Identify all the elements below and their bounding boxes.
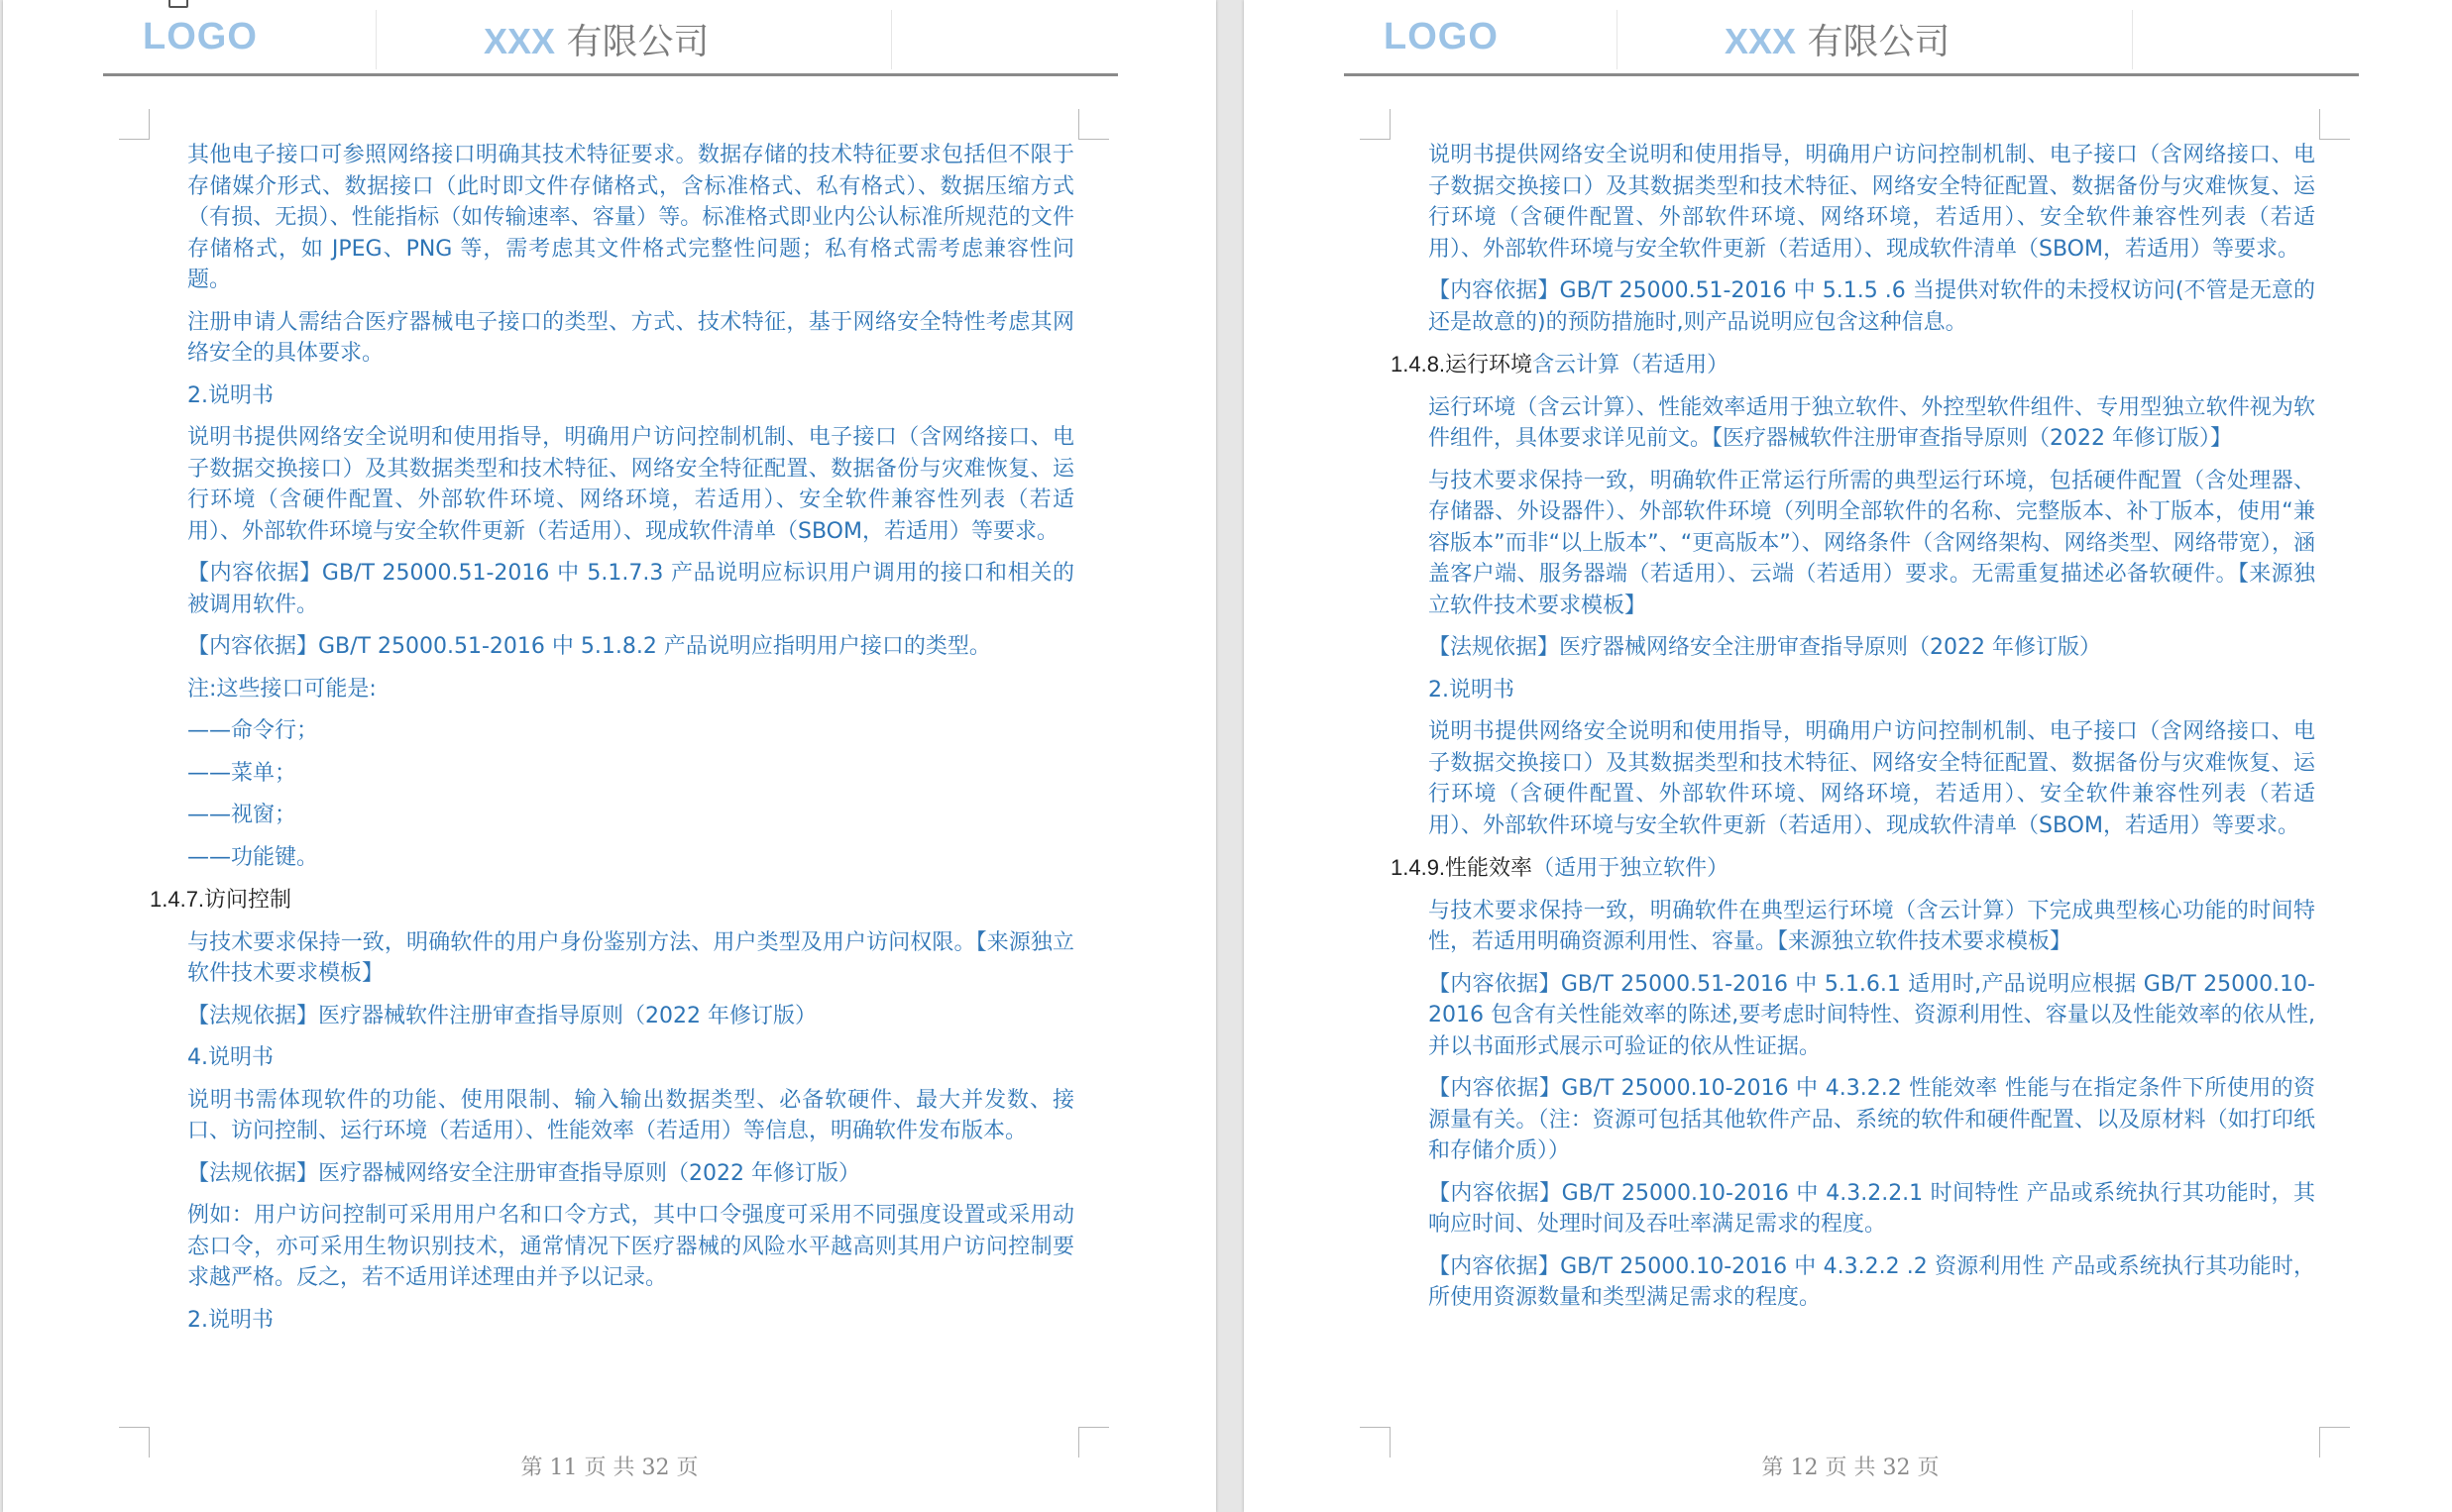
body-paragraph: 注册申请人需结合医疗器械电子接口的类型、方式、技术特征，基于网络安全特性考虑其网络安全的具体要求。 (187, 309, 1074, 366)
body-paragraph: 2.说明书 (187, 1307, 274, 1333)
body-paragraph: 【内容依据】GB/T 25000.10-2016 中 4.3.2.2 .2 资源利用性 产品或系统执行其功能时，所使用资源数量和类型满足需求的程度。 (1428, 1253, 2315, 1310)
body-paragraph: 与技术要求保持一致，明确软件的用户身份鉴别方法、用户类型及用户访问权限。【来源独立软件技术要求模板】 (187, 929, 1074, 986)
crop-mark (1360, 109, 1391, 140)
heading-subtitle: （适用于独立软件） (1532, 856, 1729, 881)
body-paragraph: 2.说明书 (1428, 677, 1514, 702)
body-paragraph: 说明书需体现软件的功能、使用限制、输入输出数据类型、必备软硬件、最大并发数、接口、访问控制、运行环境（若适用）、性能效率（若适用）等信息，明确软件发布版本。 (187, 1087, 1074, 1143)
body-paragraph: 【法规依据】医疗器械软件注册审查指导原则（2022 年修订版） (187, 1003, 817, 1028)
body-paragraph: ——功能键。 (187, 844, 319, 870)
body-paragraph: 说明书提供网络安全说明和使用指导，明确用户访问控制机制、电子接口（含网络接口、电子数据交换接口）及其数据类型和技术特征、网络安全特征配置、数据备份与灾难恢复、运行环境（含硬件配置、外部软件环境、网络环境，若适用）、安全软件兼容性列表（若适用）、外部软件环境与安全软件更新（若适用）、现成软件清单（SBOM，若适用）等要求。 (1428, 719, 2315, 838)
body-paragraph: 注:这些接口可能是: (187, 676, 377, 702)
heading-title: 访问控制 (204, 888, 292, 913)
heading-number: 1.4.8. (1391, 352, 1446, 377)
body-paragraph: ——视窗； (187, 803, 297, 827)
body-paragraph: 与技术要求保持一致，明确软件正常运行所需的典型运行环境，包括硬件配置（含处理器、存储器、外设器件）、外部软件环境（列明全部软件的名称、完整版本、补丁版本，使用“兼容版本”而非“以上版本”、“更高版本”）、网络条件（含网络架构、网络类型、网络带宽），涵盖客户端、服务器端（若适用）、云端（若适用）要求。无需重复描述必备软硬件。【来源独立软件技术要求模板】 (1428, 468, 2315, 618)
page-body (1391, 140, 2315, 1325)
body-paragraph: 【法规依据】医疗器械网络安全注册审查指导原则（2022 年修订版） (1428, 635, 2101, 660)
body-paragraph: 说明书提供网络安全说明和使用指导，明确用户访问控制机制、电子接口（含网络接口、电子数据交换接口）及其数据类型和技术特征、网络安全特征配置、数据备份与灾难恢复、运行环境（含硬件配置、外部软件环境、网络环境，若适用）、安全软件兼容性列表（若适用）、外部软件环境与安全软件更新（若适用）、现成软件清单（SBOM，若适用）等要求。 (187, 425, 1074, 544)
body-paragraph: 例如：用户访问控制可采用用户名和口令方式，其中口令强度可采用不同强度设置或采用动态口令，亦可采用生物识别技术，通常情况下医疗器械的风险水平越高则其用户访问控制要求越严格。反之，若不适用详述理由并予以记录。 (187, 1203, 1074, 1290)
body-paragraph: 【内容依据】GB/T 25000.51-2016 中 5.1.5 .6 当提供对软件的未授权访问(不管是无意的还是故意的)的预防措施时,则产品说明应包含这种信息。 (1428, 278, 2315, 335)
crop-mark (1078, 109, 1109, 140)
body-paragraph: 【法规依据】医疗器械网络安全注册审查指导原则（2022 年修订版） (187, 1160, 860, 1186)
body-paragraph: 2.说明书 (187, 382, 274, 408)
page-header (103, 0, 1118, 76)
body-paragraph: 4.说明书 (187, 1045, 274, 1070)
document-page-right (1244, 0, 2452, 1512)
crop-mark (2319, 109, 2350, 140)
body-paragraph: 说明书提供网络安全说明和使用指导，明确用户访问控制机制、电子接口（含网络接口、电子数据交换接口）及其数据类型和技术特征、网络安全特征配置、数据备份与灾难恢复、运行环境（含硬件配置、外部软件环境、网络环境，若适用）、安全软件兼容性列表（若适用）、外部软件环境与安全软件更新（若适用）、现成软件清单（SBOM，若适用）等要求。 (1428, 143, 2315, 262)
section-heading (1391, 852, 2315, 885)
company-suffix: 有限公司 (1796, 22, 1950, 62)
section-heading (150, 884, 1074, 917)
company-prefix: XXX (484, 21, 556, 61)
page-footer: 第 11 页 共 32 页 (520, 1456, 699, 1480)
page-body (150, 140, 1074, 1347)
heading-title: 运行环境 (1445, 353, 1533, 378)
header-divider (891, 10, 892, 69)
header-divider (2132, 10, 2133, 69)
body-paragraph: 【内容依据】GB/T 25000.51-2016 中 5.1.6.1 适用时,产品说明应根据 GB/T 25000.10-2016 包含有关性能效率的陈述,要考虑时间特性、资源利用性、容量以及性能效率的依从性,并以书面形式展示可验证的依从性证据。 (1428, 971, 2315, 1059)
header-rule (103, 73, 1118, 76)
logo-text: LOGO (1384, 16, 1499, 57)
body-paragraph: 【内容依据】GB/T 25000.51-2016 中 5.1.7.3 产品说明应标识用户调用的接口和相关的被调用软件。 (187, 561, 1074, 617)
body-paragraph: ——菜单； (187, 760, 297, 786)
page-footer: 第 12 页 共 32 页 (1761, 1456, 1940, 1480)
body-paragraph: ——命令行； (187, 718, 319, 743)
company-suffix: 有限公司 (555, 22, 710, 62)
heading-number: 1.4.7. (150, 887, 205, 912)
body-paragraph: 其他电子接口可参照网络接口明确其技术特征要求。数据存储的技术特征要求包括但不限于存储媒介形式、数据接口（此时即文件存储格式，含标准格式、私有格式）、数据压缩方式（有损、无损）、性能指标（如传输速率、容量）等。标准格式即业内公认标准所规范的文件存储格式，如 JPEG、PNG 等，需考虑其文件格式完整性问题；私有格式需考虑兼容性问题。 (187, 143, 1074, 292)
logo-text: LOGO (143, 16, 258, 57)
header-divider (376, 10, 377, 69)
body-paragraph: 运行环境（含云计算）、性能效率适用于独立软件、外控型软件组件、专用型独立软件视为软件组件，具体要求详见前文。【医疗器械软件注册审查指导原则（2022 年修订版）】 (1428, 394, 2315, 451)
company-prefix: XXX (1725, 21, 1797, 61)
header-rule (1344, 73, 2359, 76)
heading-title: 性能效率 (1445, 856, 1533, 881)
header-divider (1616, 10, 1617, 69)
page-header (1344, 0, 2359, 76)
section-heading (1391, 349, 2315, 381)
body-paragraph: 【内容依据】GB/T 25000.10-2016 中 4.3.2.2.1 时间特性 产品或系统执行其功能时，其响应时间、处理时间及吞吐率满足需求的程度。 (1428, 1180, 2315, 1237)
heading-number: 1.4.9. (1391, 855, 1446, 880)
body-paragraph: 与技术要求保持一致，明确软件在典型运行环境（含云计算）下完成典型核心功能的时间特性，若适用明确资源利用性、容量。【来源独立软件技术要求模板】 (1428, 898, 2315, 954)
body-paragraph: 【内容依据】GB/T 25000.10-2016 中 4.3.2.2 性能效率 性能与在指定条件下所使用的资源量有关。（注：资源可包括其他软件产品、系统的软件和硬件配置、以及原材料（如打印纸和存储介质）） (1428, 1076, 2315, 1163)
body-paragraph: 【内容依据】GB/T 25000.51-2016 中 5.1.8.2 产品说明应指明用户接口的类型。 (187, 634, 991, 659)
company-name (1725, 14, 1950, 64)
crop-mark (119, 109, 150, 140)
document-page-left (3, 0, 1216, 1512)
heading-subtitle: 含云计算（若适用） (1532, 353, 1729, 378)
company-name (484, 14, 710, 64)
